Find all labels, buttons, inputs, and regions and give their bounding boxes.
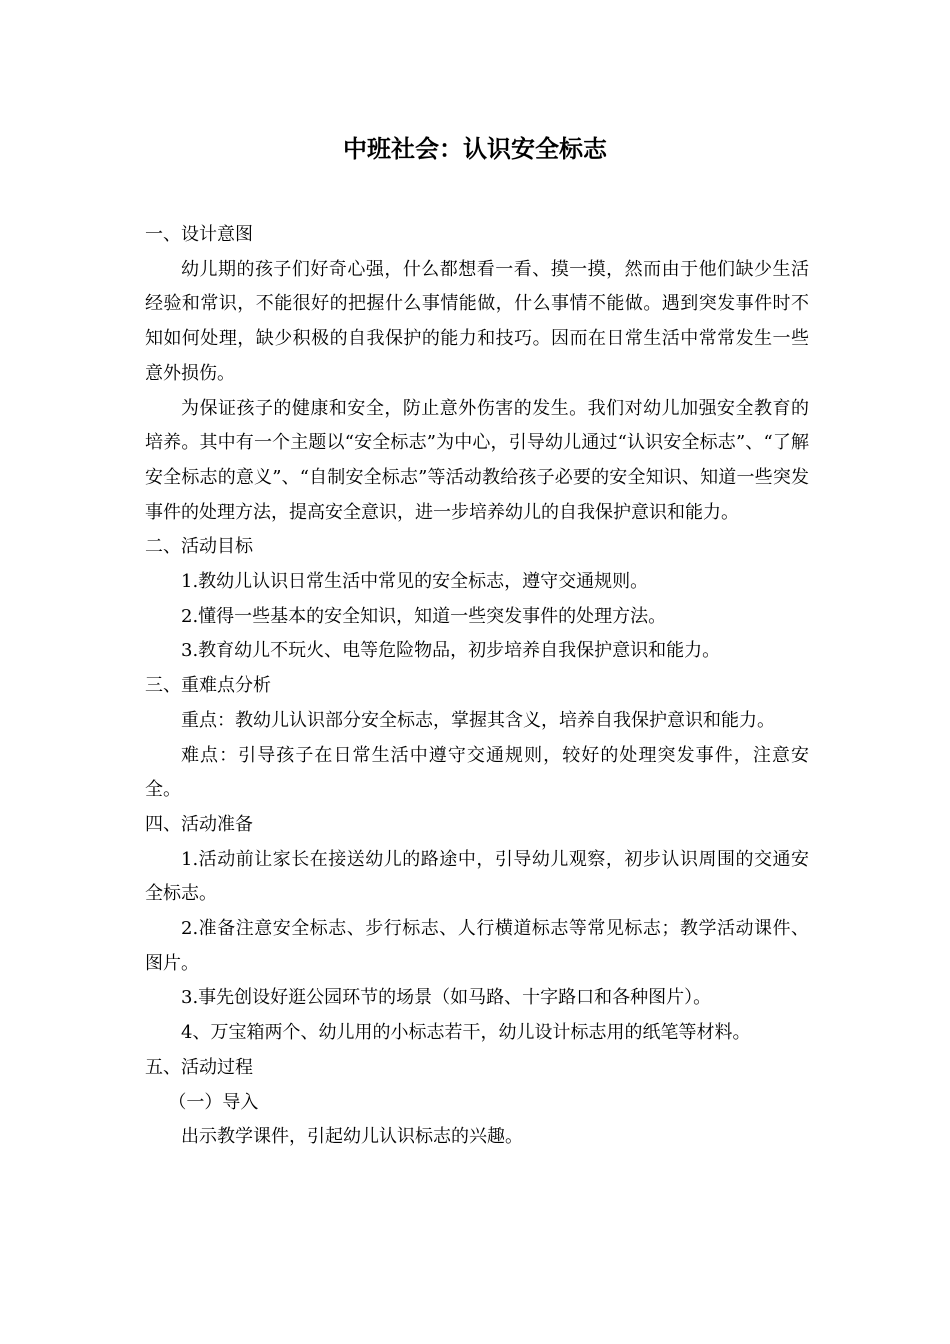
paragraph: 幼儿期的孩子们好奇心强，什么都想看一看、摸一摸，然而由于他们缺少生活经验和常识，不能很好的把握什么事情能做，什么事情不能做。遇到突发事件时不知如何处理，缺少积极的自我保护的能力和技巧。因而在日常生活中常常发生一些意外损伤。 — [145, 258, 809, 384]
objective-item: 2.懂得一些基本的安全知识，知道一些突发事件的处理方法。 — [181, 605, 667, 627]
preparation-item: 4、万宝箱两个、幼儿用的小标志若干，幼儿设计标志用的纸笔等材料。 — [181, 1022, 751, 1044]
preparation-item: 1.活动前让家长在接送幼儿的路途中，引导幼儿观察，初步认识周围的交通安全标志。 — [145, 848, 809, 905]
paragraph: 出示教学课件，引起幼儿认识标志的兴趣。 — [181, 1126, 523, 1148]
document-title: 中班社会：认识安全标志 — [343, 135, 607, 163]
subsection-heading-intro: （一）导入 — [168, 1091, 259, 1113]
paragraph: 为保证孩子的健康和安全，防止意外伤害的发生。我们对幼儿加强安全教育的培养。其中有一个主题以“安全标志”为中心，引导幼儿通过“认识安全标志”、“了解安全标志的意义”、“自制安全标志”等活动教给孩子必要的安全知识、知道一些突发事件的处理方法，提高安全意识，进一步培养幼儿的自我保护意识和能力。 — [145, 397, 809, 523]
document-body — [145, 218, 809, 1155]
objective-item: 3.教育幼儿不玩火、电等危险物品，初步培养自我保护意识和能力。 — [181, 640, 721, 662]
section-heading-key-points: 三、重难点分析 — [145, 675, 271, 697]
difficult-point: 难点：引导孩子在日常生活中遵守交通规则，较好的处理突发事件，注意安全。 — [145, 744, 809, 801]
section-heading-design-intent: 一、设计意图 — [145, 224, 253, 245]
key-point: 重点：教幼儿认识部分安全标志，掌握其含义，培养自我保护意识和能力。 — [181, 709, 775, 731]
objective-item: 1.教幼儿认识日常生活中常见的安全标志，遵守交通规则。 — [181, 571, 649, 593]
section-heading-objectives: 二、活动目标 — [145, 536, 253, 558]
section-heading-process: 五、活动过程 — [145, 1056, 253, 1078]
section-heading-preparation: 四、活动准备 — [145, 813, 253, 835]
preparation-item: 2.准备注意安全标志、步行标志、人行横道标志等常见标志；教学活动课件、图片。 — [145, 918, 809, 974]
preparation-item: 3.事先创设好逛公园环节的场景（如马路、十字路口和各种图片）。 — [181, 987, 712, 1009]
